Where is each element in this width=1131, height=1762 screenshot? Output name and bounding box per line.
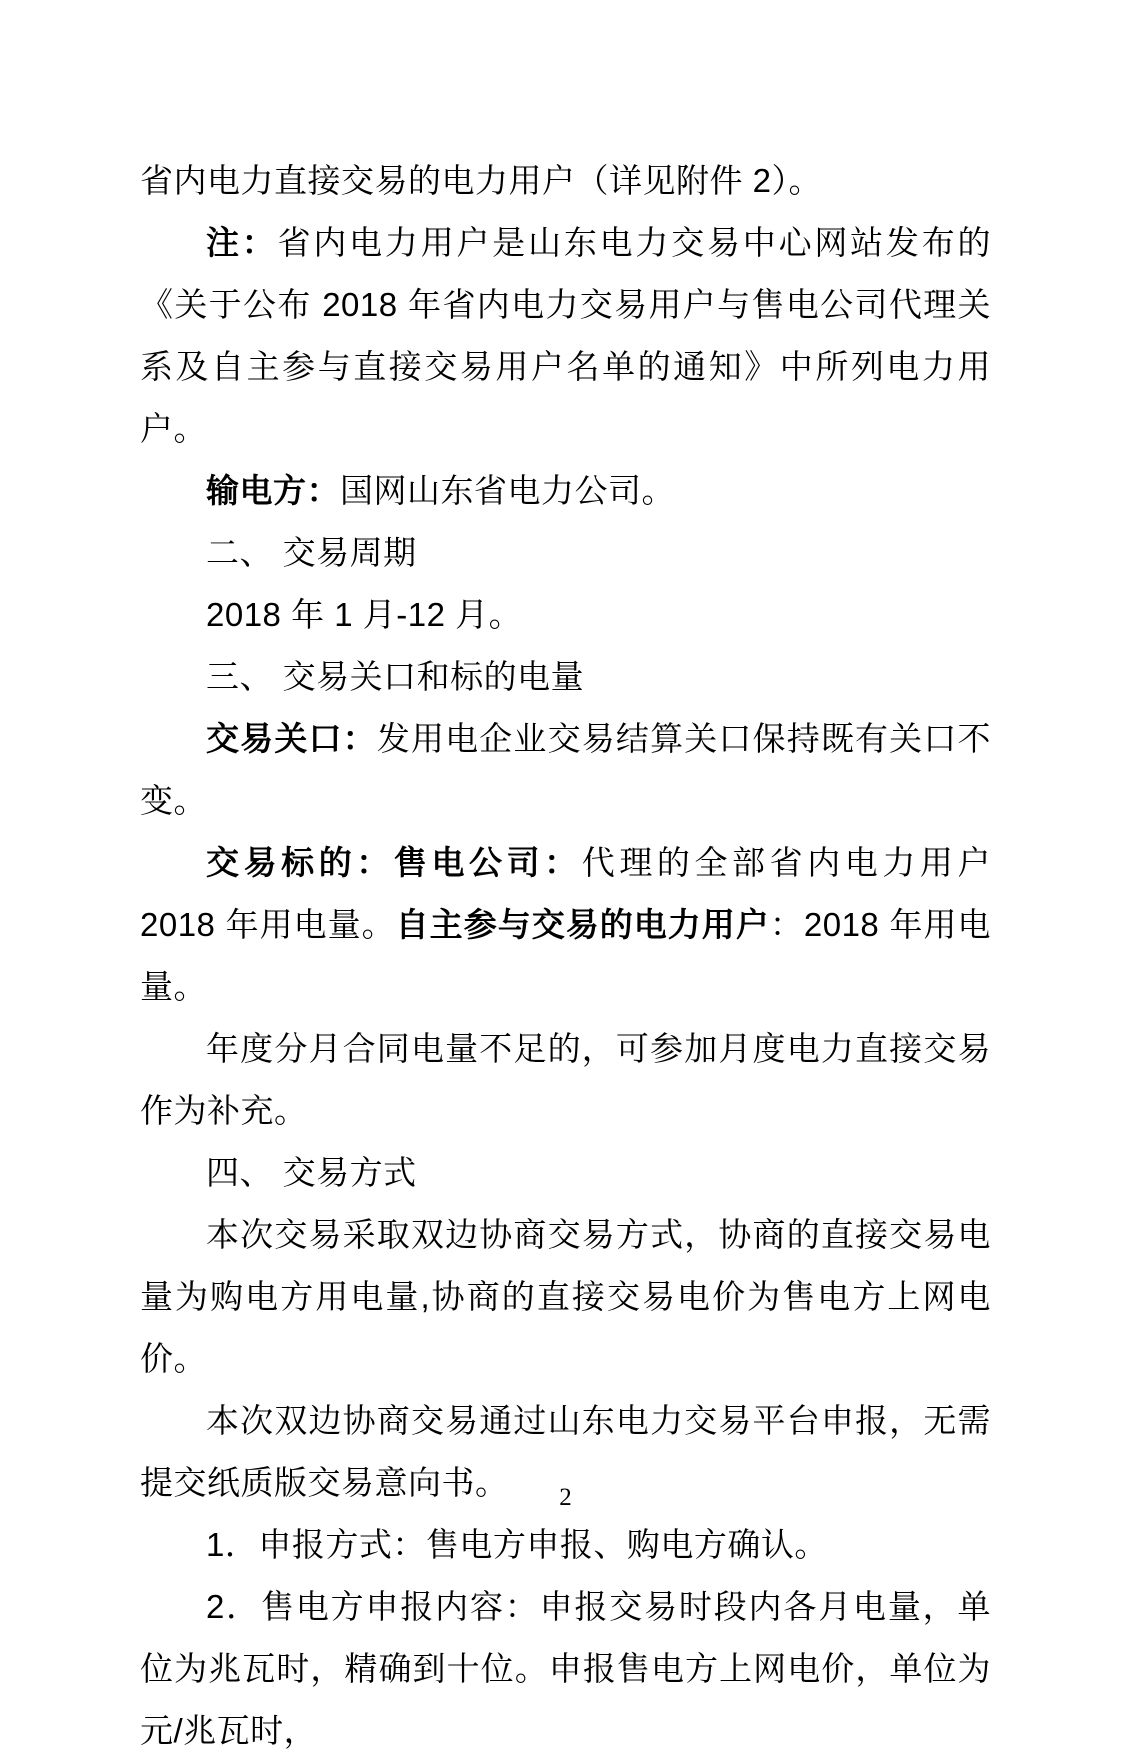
paragraph: [140, 460, 991, 522]
text-run: 本次交易采取双边协商交易方式，协商的直接交易电量为购电方用电量,协商的直接交易电价为售电方上网电价。: [140, 1216, 991, 1377]
text-run: 二、 交易周期: [206, 534, 417, 571]
paragraph: [140, 1204, 991, 1390]
text-run: 省内电力直接交易的电力用户（详见附件 2）。: [140, 162, 823, 199]
text-run: 本次双边协商交易通过山东电力交易平台申报，无需提交纸质版交易意向书。: [140, 1402, 991, 1501]
paragraph: [140, 1018, 991, 1142]
page-number: 2: [559, 1484, 572, 1511]
paragraph: [140, 522, 991, 584]
text-run-bold: 交易关口：: [206, 720, 377, 757]
text-run: 2018 年 1 月-12 月。: [206, 596, 523, 633]
paragraph: [140, 832, 991, 1018]
text-run-bold: 注：: [206, 224, 278, 261]
text-run: 国网山东省电力公司。: [340, 472, 675, 509]
text-run: 1．申报方式：售电方申报、购电方确认。: [206, 1526, 828, 1563]
paragraph: [140, 1576, 991, 1762]
paragraph: [140, 1142, 991, 1204]
paragraph: [140, 584, 991, 646]
paragraph: [140, 150, 991, 212]
text-run: 省内电力用户是山东电力交易中心网站发布的《关于公布 2018 年省内电力交易用户与售电公司代理关系及自主参与直接交易用户名单的通知》中所列电力用户。: [140, 224, 992, 447]
paragraph: [140, 646, 991, 708]
text-run: ：2018 年用电量。: [140, 906, 991, 1005]
text-run: 发用电企业交易结算关口保持既有关口不变。: [140, 720, 992, 819]
text-run: 三、 交易关口和标的电量: [206, 658, 585, 695]
paragraph: [140, 1514, 991, 1576]
text-run: 四、 交易方式: [206, 1154, 417, 1191]
document-body: [140, 150, 991, 1762]
text-run-bold: 自主参与交易的电力用户: [395, 906, 770, 943]
paragraph: [140, 708, 991, 832]
text-run-bold: 输电方：: [206, 472, 340, 509]
text-run-bold: 交易标的：售电公司：: [206, 844, 582, 881]
text-run: 代理的全部省内电力用户 2018 年用电量。: [140, 844, 992, 943]
paragraph: [140, 212, 991, 460]
text-run: 2．售电方申报内容：申报交易时段内各月电量，单位为兆瓦时，精确到十位。申报售电方上网电价，单位为元/兆瓦时，: [140, 1588, 991, 1749]
text-run: 年度分月合同电量不足的，可参加月度电力直接交易作为补充。: [140, 1030, 991, 1129]
